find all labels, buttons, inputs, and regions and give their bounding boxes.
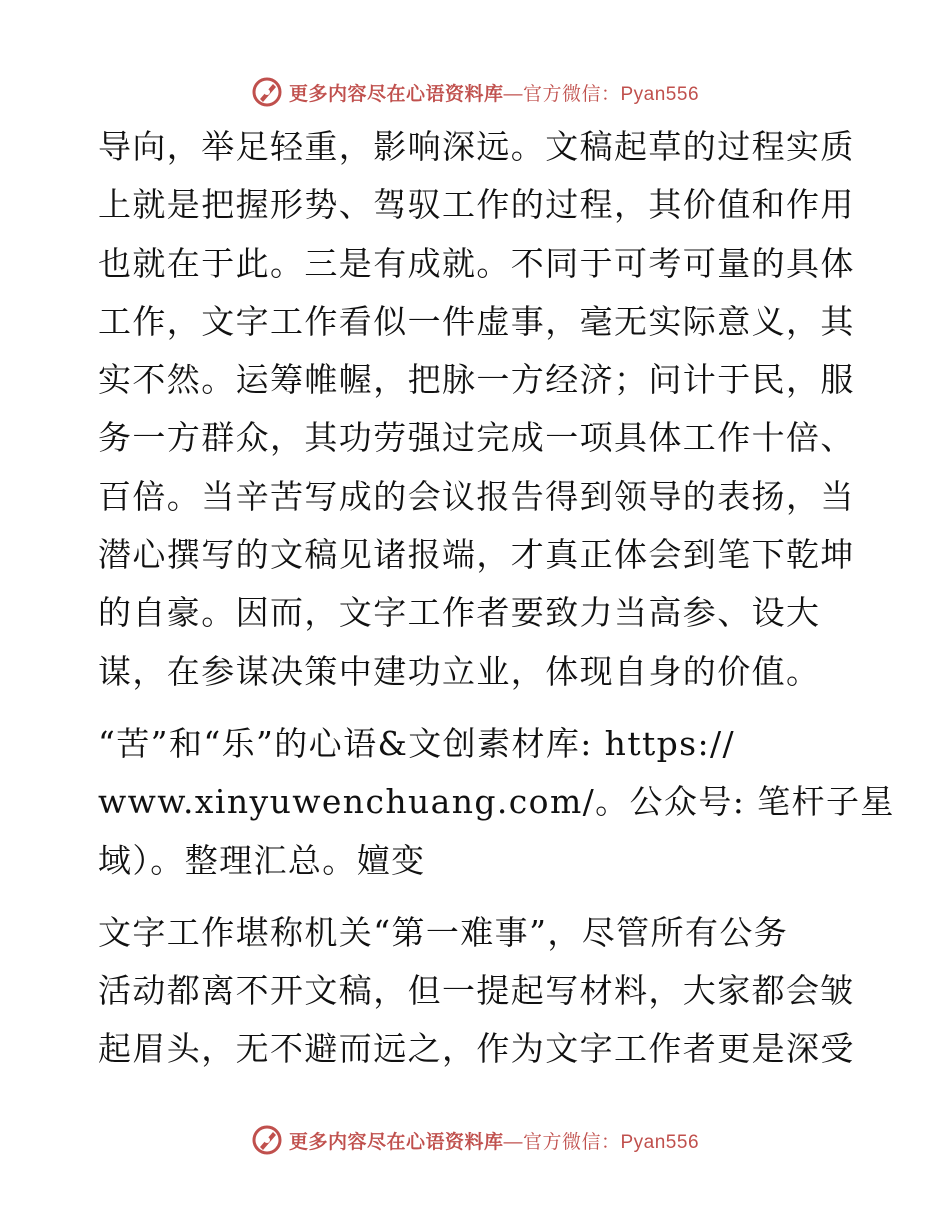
text-line: 的自豪。因而，文字工作者要致力当高参、设大 (98, 593, 821, 633)
text-line: 活动都离不开文稿，但一提起写材料，大家都会皱 (98, 971, 855, 1011)
text-line: 潜心撰写的文稿见诸报端，才真正体会到笔下乾坤 (98, 535, 855, 575)
text-line: 百倍。当辛苦写成的会议报告得到领导的表扬，当 (98, 476, 855, 516)
document-body (98, 118, 895, 1079)
text-line: 谋，在参谋决策中建功立业，体现自身的价值。 (98, 651, 821, 691)
text-line: 上就是把握形势、驾驭工作的过程，其价值和作用 (98, 185, 855, 225)
paragraph-gap (98, 890, 858, 904)
text-line: www.xinyuwenchuang.com/。公众号: 笔杆子星 (98, 782, 895, 822)
text-line: 域）。整理汇总。嬗变 (98, 840, 426, 880)
paragraph-3 (98, 904, 858, 1079)
header-site-text: 更多内容尽在心语资料库 (288, 83, 504, 105)
text-line: 导向，举足轻重，影响深远。文稿起草的过程实质 (98, 127, 855, 166)
text-line: 起眉头，无不避而远之，作为文字工作者更是深受 (98, 1029, 855, 1069)
text-line: 文字工作堪称机关“第一难事”，尽管所有公务 (98, 912, 789, 952)
text-line: 工作，文字工作看似一件虚事，毫无实际意义，其 (98, 301, 855, 341)
header-contact-label: 官方微信： (522, 83, 621, 105)
footer-site-text: 更多内容尽在心语资料库 (288, 1131, 504, 1153)
pen-logo-icon (251, 76, 283, 108)
header-wechat-id: Pyan556 (620, 83, 700, 105)
header-banner-text (289, 79, 699, 106)
footer-banner-text (289, 1127, 699, 1154)
footer-dash: — (503, 1131, 523, 1153)
text-line: 实不然。运筹帷幄，把脉一方经济；问计于民，服 (98, 360, 855, 400)
footer-wechat-id: Pyan556 (620, 1131, 700, 1153)
text-line: “苦”和“乐”的心语&文创素材库: https:// (98, 723, 736, 763)
pen-logo-icon (251, 1124, 283, 1156)
text-line: 务一方群众，其功劳强过完成一项具体工作十倍、 (98, 418, 855, 458)
header-banner (0, 72, 950, 112)
footer-banner (0, 1120, 950, 1160)
header-dash: — (503, 83, 523, 105)
paragraph-gap (98, 701, 858, 715)
paragraph-1 (98, 118, 858, 701)
text-line: 也就在于此。三是有成就。不同于可考可量的具体 (98, 243, 855, 283)
paragraph-2 (98, 715, 895, 890)
footer-contact-label: 官方微信： (522, 1131, 621, 1153)
